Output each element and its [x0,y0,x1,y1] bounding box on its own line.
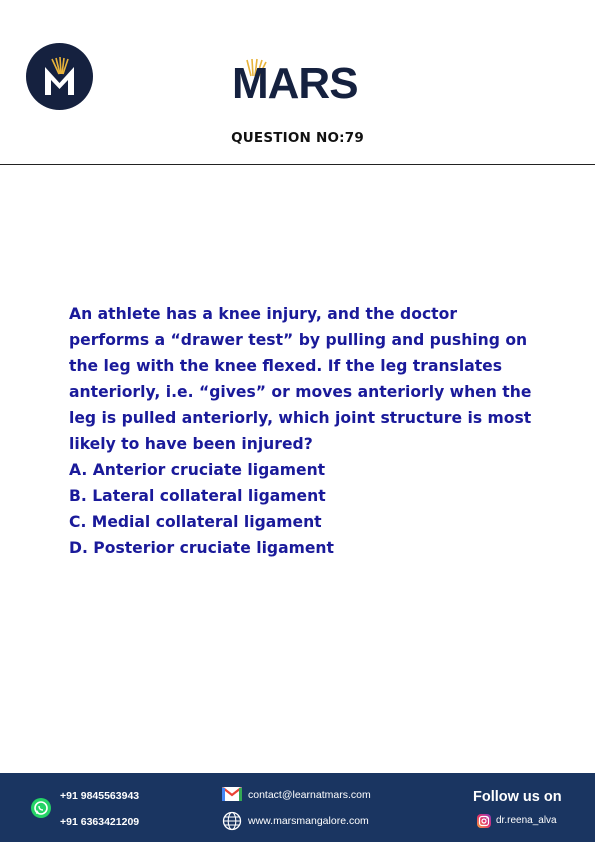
brand-logo [232,60,364,108]
option-d: D. Posterior cruciate ligament [69,539,334,557]
option-c: C. Medial collateral ligament [69,513,322,531]
question-number: QUESTION NO:79 [231,130,364,146]
email-link[interactable]: contact@learnatmars.com [248,789,371,801]
header-divider [0,164,595,165]
whatsapp-icon [31,798,51,818]
phone-2[interactable]: +91 6363421209 [60,816,140,828]
globe-icon [222,811,242,831]
footer [0,773,595,842]
question-stem: An athlete has a knee injury, and the doctor performs a “drawer test” by pulling and pushing on the leg with the knee flexed. If the leg translates anteriorly, i.e. “gives” or moves anteriorly when the leg is pulled anteriorly, which joint structure is most likely to have been injured? [69,305,532,453]
phone-1[interactable]: +91 9845563943 [60,790,140,802]
option-a: A. Anterior cruciate ligament [69,461,326,479]
website-link[interactable]: www.marsmangalore.com [248,815,369,827]
instagram-handle[interactable]: dr.reena_alva [496,815,557,826]
brand-name: MARS [232,59,358,108]
mars-logo-icon [26,43,93,110]
gmail-icon [222,786,242,802]
instagram-icon [477,814,491,828]
question-block [69,301,539,561]
option-b: B. Lateral collateral ligament [69,487,326,505]
follow-label: Follow us on [473,789,562,805]
